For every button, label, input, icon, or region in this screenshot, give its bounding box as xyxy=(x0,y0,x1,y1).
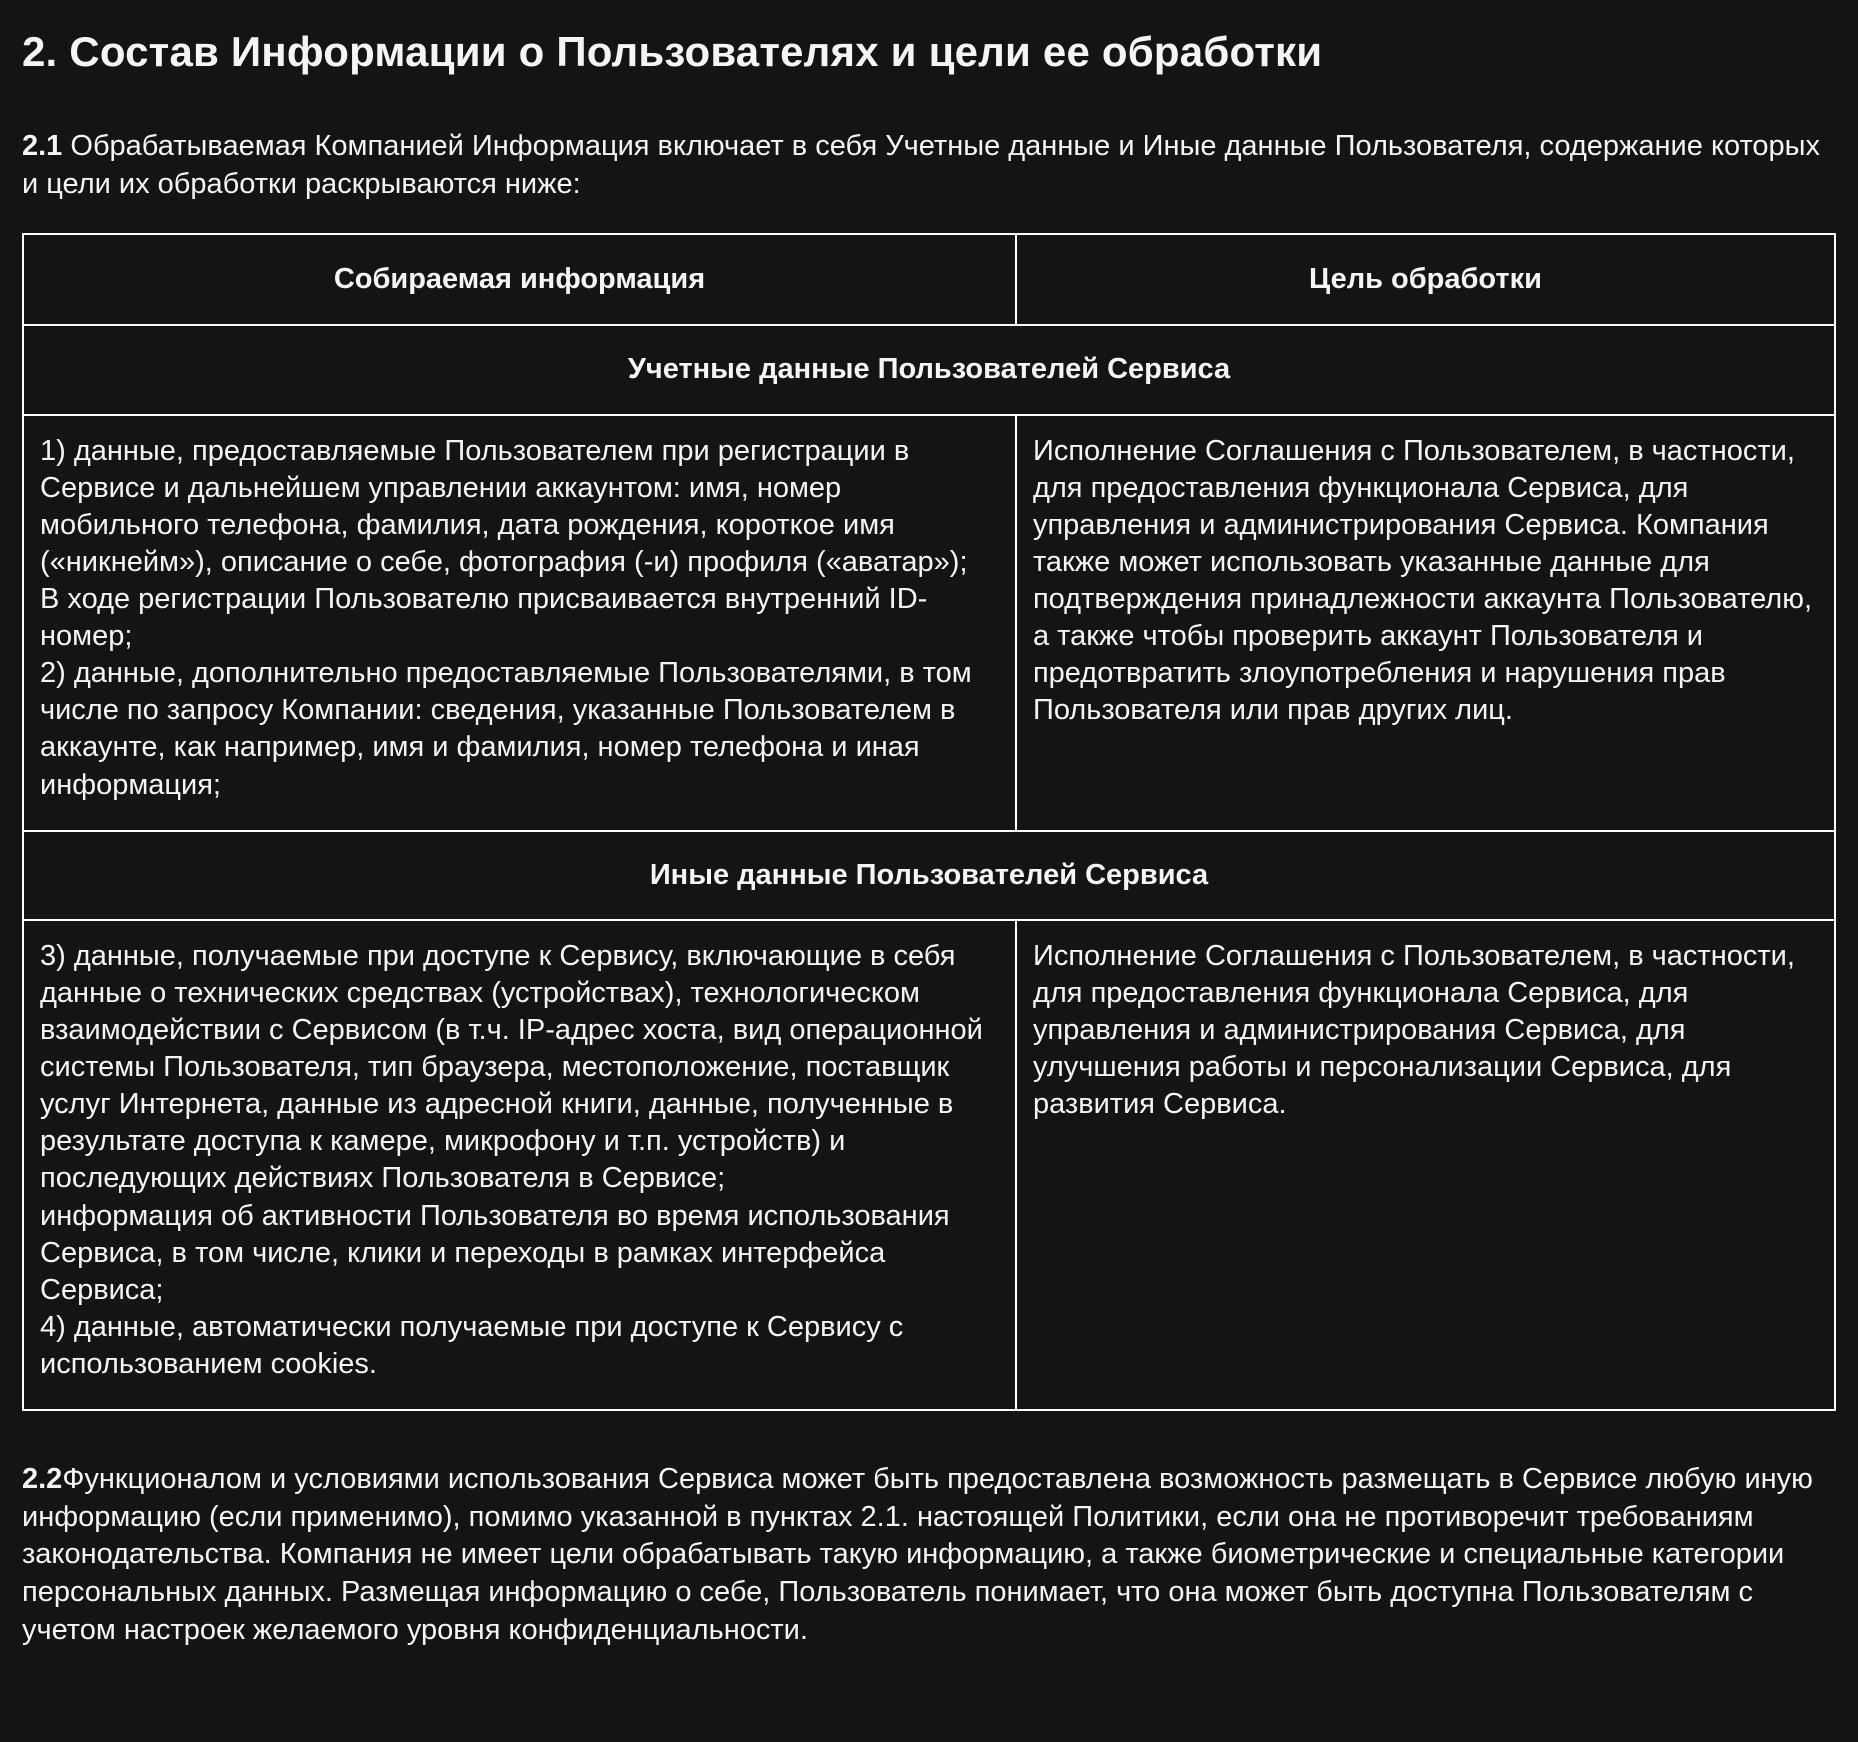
section-header-account-data: Учетные данные Пользователей Сервиса xyxy=(23,325,1835,414)
text-block: 1) данные, предоставляемые Пользователем при регистрации в Сервисе и дальнейшем управлении аккаунтом: имя, номер мобильного телефона, фамилия, дата рождения, короткое имя («никнейм»), описание о себе, фотография (-и) профиля («аватар»); xyxy=(40,434,968,578)
table-header-row xyxy=(23,234,1835,325)
text-block: 3) данные, получаемые при доступе к Сервису, включающие в себя данные о технических средствах (устройствах), технологическом взаимодействии с Сервисом (в т.ч. IP-адрес хоста, вид операционной системы Пользователя, тип браузера, местоположение, поставщик услуг Интернета, данные из адресной книги, данные, полученные в результате доступа к камере, микрофону и т.п. устройств) и последующих действиях Пользователя в Сервисе; xyxy=(40,939,983,1195)
cell-account-data-collected xyxy=(23,415,1016,831)
document-body xyxy=(22,28,1836,1650)
section-header-other-data: Иные данные Пользователей Сервиса xyxy=(23,831,1835,920)
intro-clause-text: Обрабатываемая Компанией Информация включает в себя Учетные данные и Иные данные Пользователя, содержание которых и цели их обработки раскрываются ниже: xyxy=(22,130,1820,200)
cell-other-data-collected xyxy=(23,920,1016,1410)
text-block: 2) данные, дополнительно предоставляемые Пользователями, в том числе по запросу Компании: сведения, указанные Пользователем в аккаунте, как например, имя и фамилия, номер телефона и иная информация; xyxy=(40,657,972,801)
text-block: информация об активности Пользователя во время использования Сервиса, в том числе, клики и переходы в рамках интерфейса Сервиса; xyxy=(40,1199,950,1306)
cell-other-data-purpose xyxy=(1016,920,1835,1410)
section-title: 2. Состав Информации о Пользователях и цели ее обработки xyxy=(22,28,1323,75)
footer-clause-number: 2.2 xyxy=(22,1463,63,1496)
section-row-other-data xyxy=(23,831,1835,920)
text-block: Исполнение Соглашения с Пользователем, в частности, для предоставления функционала Сервиса, для управления и администрирования Сервиса, для улучшения работы и персонализации Сервиса, для развития Сервиса. xyxy=(1032,939,1795,1121)
column-header-processing-purpose: Цель обработки xyxy=(1016,234,1835,325)
intro-clause-number: 2.1 xyxy=(22,130,63,162)
footer-clause-text: Функционалом и условиями использования Сервиса может быть предоставлена возможность размещать в Сервисе любую иную информацию (если применимо), помимо указанной в пунктах 2.1. настоящей Политики, если она не противоречит требованиям законодательства. Компания не имеет цели обрабатывать такую информацию, а также биометрические и специальные категории персональных данных. Размещая информацию о себе, Пользователь понимает, что она может быть доступна Пользователям с учетом настроек желаемого уровня конфиденциальности. xyxy=(22,1463,1813,1646)
table-row-account-data xyxy=(23,415,1835,831)
table-row-other-data xyxy=(23,920,1835,1410)
text-block: 4) данные, автоматически получаемые при доступе к Сервису с использованием cookies. xyxy=(40,1310,904,1380)
text-block: Исполнение Соглашения с Пользователем, в частности, для предоставления функционала Сервиса, для управления и администрирования Сервиса. Компания также может использовать указанные данные для подтверждения принадлежности аккаунта Пользователю, а также чтобы проверить аккаунт Пользователя и предотвратить злоупотребления и нарушения прав Пользователя или прав других лиц. xyxy=(1032,434,1813,727)
column-header-collected-info: Собираемая информация xyxy=(23,234,1016,325)
cell-account-data-purpose xyxy=(1016,415,1835,831)
intro-paragraph xyxy=(22,128,1836,203)
text-block: В ходе регистрации Пользователю присваивается внутренний ID-номер; xyxy=(40,583,928,653)
section-row-account-data xyxy=(23,325,1835,414)
info-table xyxy=(22,233,1836,1411)
footer-paragraph xyxy=(22,1461,1836,1649)
